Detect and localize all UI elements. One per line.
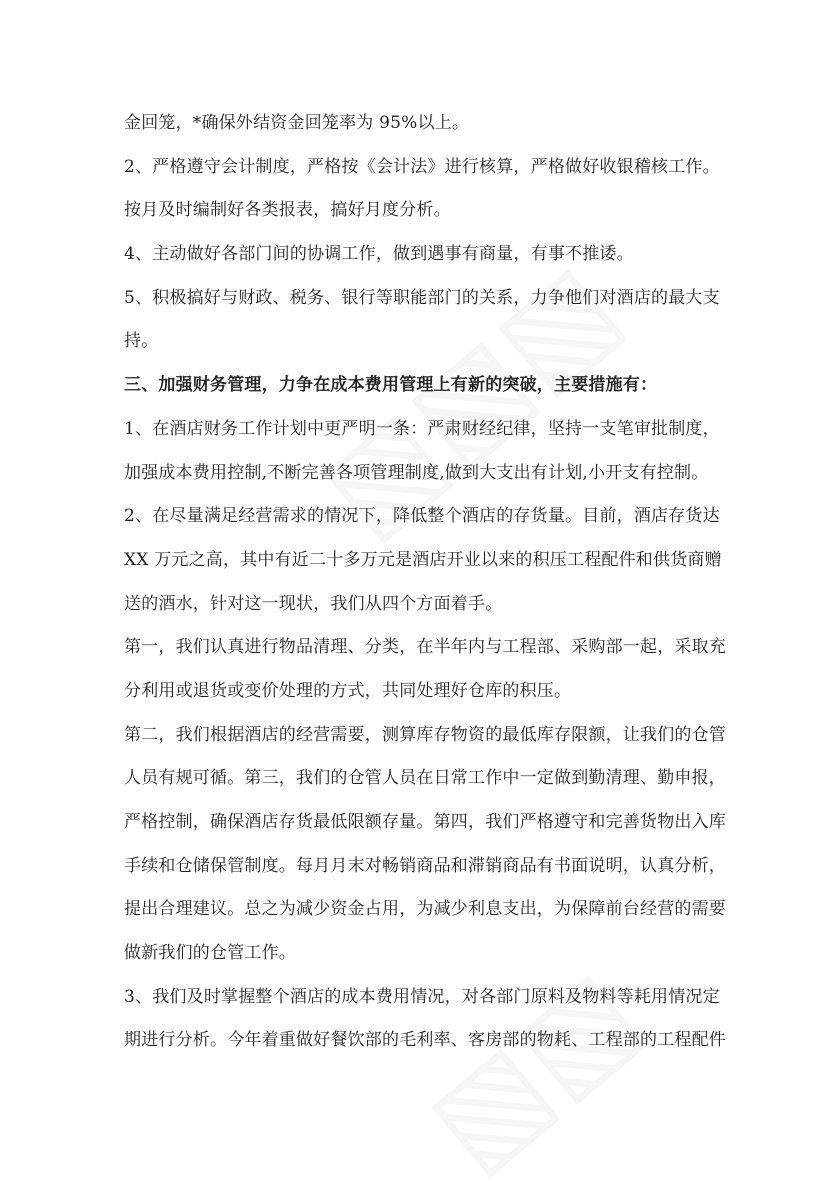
- text-line: 1、在酒店财务工作计划中更严明一条：严肃财经纪律，坚持一支笔审批制度，: [124, 418, 720, 439]
- text-line: 4、主动做好各部门间的协调工作，做到遇事有商量，有事不推诿。: [124, 244, 634, 265]
- text-line: 按月及时编制好各类报表，搞好月度分析。: [124, 200, 451, 221]
- text-line: 手续和仓储保管制度。每月月末对畅销商品和滞销商品有书面说明，认真分析，: [124, 855, 726, 876]
- text-line: 第一，我们认真进行物品清理、分类，在半年内与工程部、采购部一起，采取充: [124, 637, 726, 658]
- text-line: 做新我们的仓管工作。: [124, 943, 296, 964]
- text-line: 加强成本费用控制,不断完善各项管理制度,做到大支出有计划,小开支有控制。: [124, 462, 709, 483]
- text-line: 5、积极搞好与财政、税务、银行等职能部门的关系，力争他们对酒店的最大支: [124, 287, 720, 308]
- text-line: 严格控制，确保酒店存货最低限额存量。第四，我们严格遵守和完善货物出入库: [124, 812, 726, 832]
- text-line: 人员有规可循。第三，我们的仓管人员在日常工作中一定做到勤清理、勤申报，: [124, 768, 726, 789]
- text-line: 第二，我们根据酒店的经营需要，测算库存物资的最低库存限额，让我们的仓管: [124, 724, 726, 745]
- text-line: 期进行分析。今年着重做好餐饮部的毛利率、客房部的物耗、工程部的工程配件: [124, 1030, 726, 1051]
- text-line: 送的酒水，针对这一现状，我们从四个方面着手。: [124, 593, 503, 614]
- document-page: [124, 102, 724, 1063]
- text-line: 金回笼，*确保外结资金回笼率为 95%以上。: [124, 113, 470, 133]
- text-line: 持。: [124, 331, 159, 352]
- text-line: 分利用或退货或变价处理的方式，共同处理好仓库的积压。: [124, 680, 572, 701]
- text-line: 提出合理建议。总之为减少资金占用，为减少利息支出，为保障前台经营的需要: [124, 899, 726, 920]
- text-line: 2、严格遵守会计制度，严格按《会计法》进行核算，严格做好收银稽核工作。: [124, 156, 720, 177]
- text-line: XX 万元之高，其中有近二十多万元是酒店开业以来的积压工程配件和供货商赠: [124, 549, 722, 570]
- text-line: 3、我们及时掌握整个酒店的成本费用情况，对各部门原料及物料等耗用情况定: [124, 986, 720, 1007]
- text-line: 2、在尽量满足经营需求的情况下，降低整个酒店的存货量。目前，酒店存货达: [124, 506, 720, 527]
- section-heading: 三、加强财务管理，力争在成本费用管理上有新的突破，主要措施有：: [124, 375, 658, 396]
